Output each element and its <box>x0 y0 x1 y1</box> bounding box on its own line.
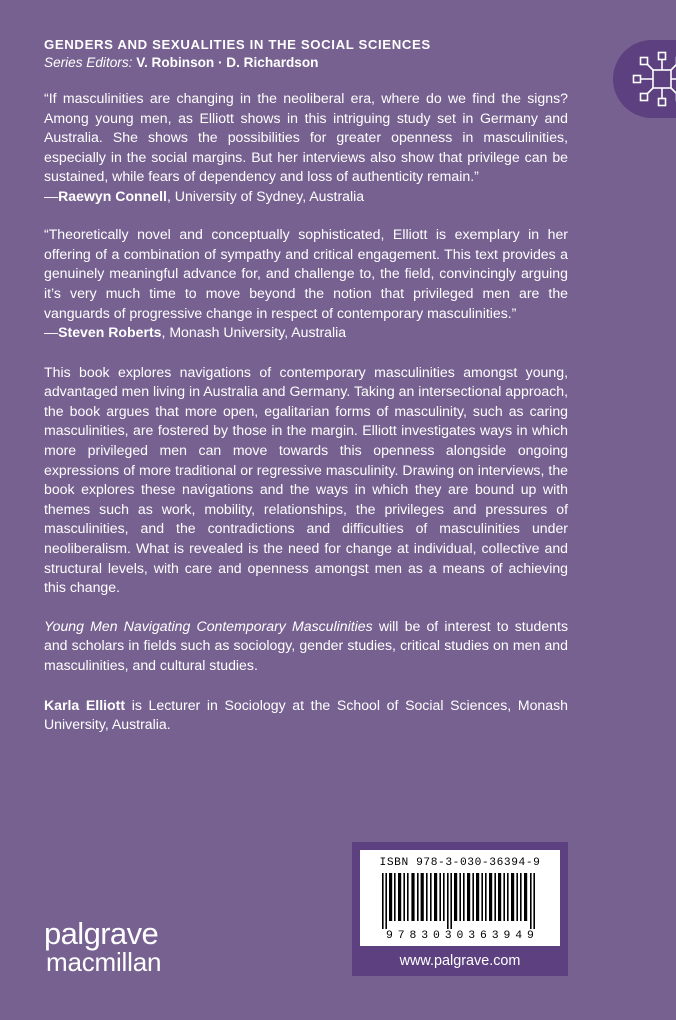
author-biography <box>44 696 568 735</box>
palgrave-logo-badge <box>613 40 676 118</box>
endorsement-affiliation-1: , University of Sydney, Australia <box>166 187 365 204</box>
barcode-digit: 9 <box>386 930 393 942</box>
barcode-digits <box>386 930 534 942</box>
endorsement-dash-2: — <box>44 324 59 341</box>
barcode-digit: 0 <box>456 930 464 942</box>
back-cover-text-column <box>44 36 568 735</box>
book-description: This book explores navigations of contemporary masculinities amongst young, advantaged men living in Australia and Germany. Taking an intersectional approach, the book argues that more open, egalitarian forms of masculinity, such as caring masculinities, are fostered by those in the margin. Elliott investigates ways in which more privileged men can move towards this openness alongside ongoing expressions of more traditional or regressive masculinity. Drawing on interviews, the book explores these navigations and the ways in which they are bound up with themes such as work, mobility, relationships, the privileges and pressures of masculinities, and the contradictions and difficulties of masculinities under neoliberalism. What is revealed is the need for change at individual, collective and structural levels, with care and openness amongst men as a means of achieving this change. <box>44 363 568 596</box>
barcode-panel <box>360 850 560 946</box>
author-bio-rest: is Lecturer in Sociology at the School of Social Sciences, Monash University, Australia. <box>44 696 568 733</box>
barcode-digit: 9 <box>503 930 511 942</box>
book-title-italic: Young Men Navigating Contemporary Masculinities <box>44 617 373 634</box>
isbn-text: ISBN 978-3-030-36394-9 <box>379 857 541 869</box>
barcode-digit: 9 <box>527 930 534 942</box>
publisher-url[interactable]: www.palgrave.com <box>399 953 521 969</box>
barcode-digit: 0 <box>433 930 440 942</box>
endorsement-author-1: Raewyn Connell <box>58 187 167 204</box>
barcode-digit: 6 <box>480 930 487 942</box>
endorsement-affiliation-2: , Monash University, Australia <box>161 324 347 341</box>
series-editors-names: V. Robinson · D. Richardson <box>136 55 319 71</box>
barcode-digit: 3 <box>444 930 452 942</box>
barcode-digit: 3 <box>468 930 476 942</box>
book-audience-statement <box>44 617 568 676</box>
endorsement-attribution-1 <box>44 187 568 207</box>
endorsement-quote-2: “Theoretically novel and conceptually sophisticated, Elliott is exemplary in her offering of a combination of sympathy and critical engagement. This text provides a genuinely meaningful advance for, and challenge to, the field, convincingly arguing it’s very much time to move beyond the notion that privileged men are the vanguards of progressive change in respect of contemporary masculinities.” <box>44 226 568 321</box>
barcode-block <box>352 842 568 976</box>
endorsement-dash-1: — <box>44 187 59 204</box>
ean13-barcode-bars <box>380 873 540 929</box>
wordmark-macmillan: macmillan <box>46 947 162 978</box>
endorsement-author-2: Steven Roberts <box>58 324 162 341</box>
endorsement-attribution-2 <box>44 323 568 343</box>
endorsement-quote-1: “If masculinities are changing in the neoliberal era, where do we find the signs? Among young men, as Elliott shows in this intriguing study set in Germany and Australia. She shows the possibilities for greater openness in masculinities, especially in the social margins. But her interviews also show that privilege can be sustained, while fears of dependency and loss of authenticity remain.” <box>44 90 568 185</box>
series-editors-label: Series Editors: <box>44 55 133 71</box>
barcode-digit: 4 <box>515 930 523 942</box>
palgrave-macmillan-wordmark <box>44 916 244 978</box>
author-name: Karla Elliott <box>44 696 126 713</box>
wordmark-palgrave: palgrave <box>44 916 159 951</box>
barcode-digit: 3 <box>491 930 499 942</box>
book-audience-rest: will be of interest to students and scholars in fields such as sociology, gender studies, critical studies on men and masculinities, and cultural studies. <box>44 617 568 674</box>
series-title: GENDERS AND SEXUALITIES IN THE SOCIAL SCIENCES <box>44 37 431 52</box>
series-editors <box>44 54 568 72</box>
barcode-digit: 8 <box>409 930 417 942</box>
palgrave-network-node-icon <box>629 48 676 110</box>
barcode-digit: 7 <box>397 930 405 942</box>
barcode-digit: 3 <box>421 930 429 942</box>
